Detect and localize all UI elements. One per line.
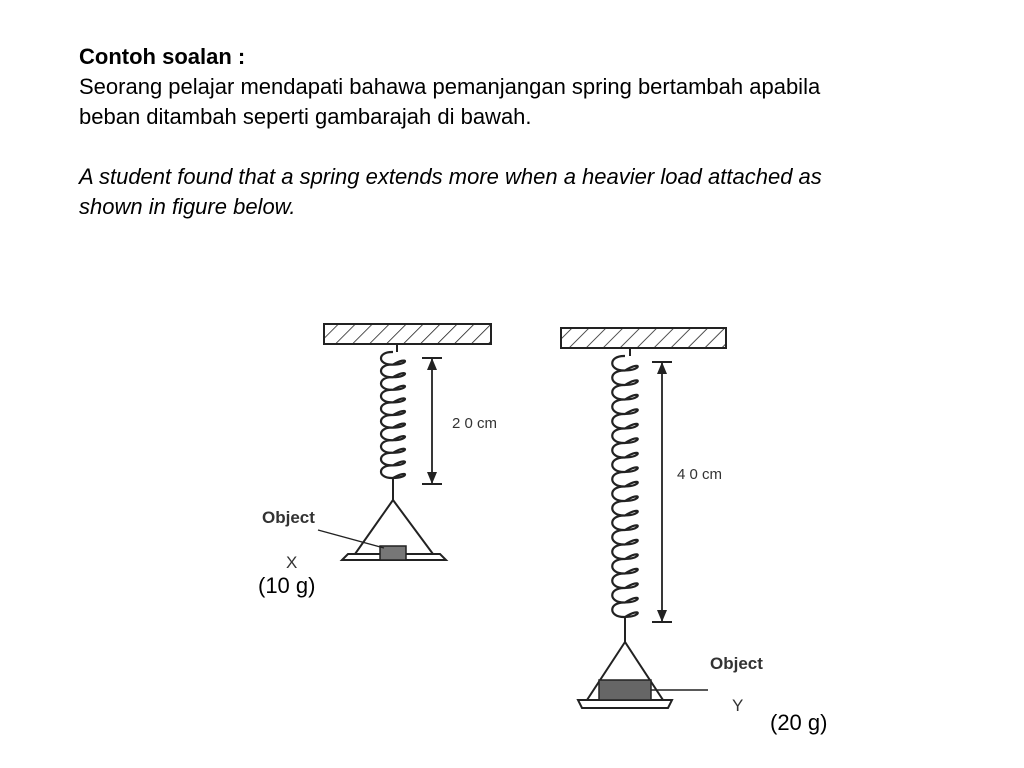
spring-y-coil [612,356,638,617]
spring-x-coil [381,352,405,478]
english-text-line-2: shown in figure below. [79,194,296,219]
mass-label-x: (10 g) [258,573,316,598]
ceiling-support-x [324,324,491,344]
pan-y [578,642,672,708]
ceiling-support-y [561,328,726,348]
length-marker-x [422,358,497,484]
malay-text-line-2: beban ditambah seperti gambarajah di bawah. [79,104,532,129]
length-marker-y [652,362,722,622]
object-x-pointer [318,530,384,548]
object-y-block [599,680,651,700]
mass-label-y: (20 g) [770,710,828,735]
spring-x-setup [262,324,497,572]
spring-y-setup [561,328,763,715]
object-name-y: Y [732,696,744,715]
object-label-y: Object [710,654,763,673]
question-heading: Contoh soalan : [79,44,246,69]
length-label-y: 4 0 cm [677,466,723,483]
length-label-x: 2 0 cm [452,415,498,432]
object-name-x: X [286,553,298,572]
english-text-line-1: A student found that a spring extends more when a heavier load attached as [79,164,822,189]
object-label-x: Object [262,508,315,527]
malay-text-line-1: Seorang pelajar mendapati bahawa pemanjangan spring bertambah apabila [79,74,821,99]
pan-x [342,500,446,560]
